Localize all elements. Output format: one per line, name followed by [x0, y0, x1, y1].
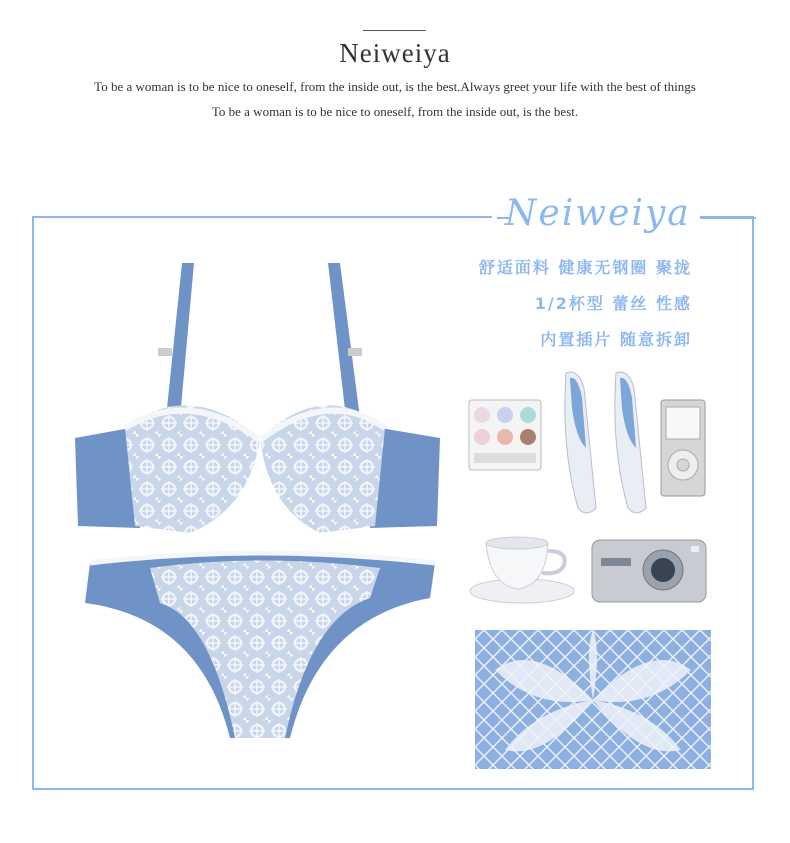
digital-camera-image — [591, 536, 707, 604]
feature-line-2: 1/2杯型 蕾丝 性感 — [534, 294, 692, 313]
deco-line-right — [700, 217, 756, 219]
tagline-line-2: To be a woman is to be nice to oneself, from the inside out, is the best. — [211, 104, 579, 119]
lace-heels-image — [556, 368, 652, 518]
teacup-image — [468, 533, 576, 605]
music-player-image — [660, 399, 706, 497]
script-brand: Neiweiya — [505, 193, 691, 234]
lace-closeup-image — [475, 630, 711, 769]
top-rule — [363, 30, 426, 31]
feature-line-1: 舒适面料 健康无钢圈 聚拢 — [478, 258, 692, 277]
bra-set-image — [70, 258, 450, 758]
tagline-line-1: To be a woman is to be nice to oneself, from the inside out, is the best.Always greet your life with the best of things — [94, 79, 696, 94]
brand-title: Neiweiya — [339, 38, 451, 68]
feature-line-3: 内置插片 随意拆卸 — [540, 330, 692, 349]
eyeshadow-palette-image — [468, 399, 542, 471]
